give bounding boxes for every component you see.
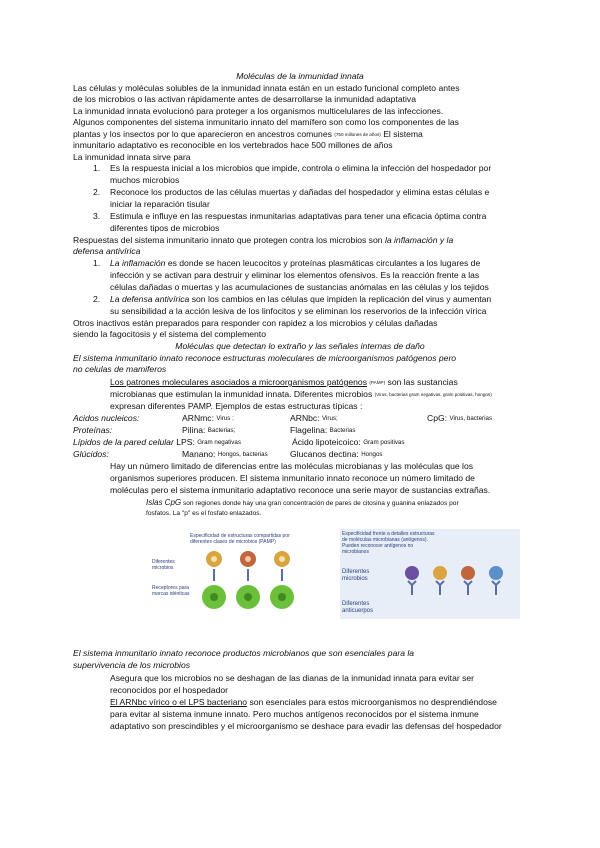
limited-line: moléculas pero el sistema inmunitario adaptativo reconoce una serie mayor de sustancias extrañas. <box>110 485 491 495</box>
intro-line <box>73 129 423 140</box>
left-label: microbios <box>152 565 174 571</box>
pamp-line: expresan diferentes PAMP. Ejemplos de estas estructuras típicas : <box>110 401 363 411</box>
example-item: ARNbc: Virus; <box>290 413 338 423</box>
intro-line: Las células y moléculas solubles de la inmunidad innata están en un estado funcional completo antes <box>73 83 460 93</box>
example-item: Manano: Hongos, bacterias <box>182 449 268 459</box>
pamp-text: microbianas que estimulan la inmunidad innata. Diferentes microbios <box>110 389 373 399</box>
example-label: Acidos nucleicos: <box>73 413 140 423</box>
pamp-term: Los patrones moleculares asociados a microorganismos patógenos <box>110 377 367 387</box>
ensure-line: reconocidos por el hospedador <box>110 685 229 695</box>
pamp-line <box>110 389 492 400</box>
example-item: Flagelina: Bacterias <box>290 425 356 435</box>
responses-line <box>73 235 453 246</box>
intro-line: de los microbios o las activan rápidamente antes de desarrollarse la inmunidad adaptativa <box>73 94 416 104</box>
list-text: son los cambios en las células que impiden la replicación del virus y aumentan <box>191 294 492 304</box>
limited-line: organismos superiores producen. El sistema inmunitario innato reconoce un número limitado de <box>110 473 475 483</box>
microbe-icon <box>240 551 256 567</box>
cell-icon <box>270 585 294 609</box>
intro-text: El sistema <box>383 129 423 139</box>
list-item-line: iniciar la reparación tisular <box>110 199 210 209</box>
intro-line: Algunos componentes del sistema inmunitario innato del mamífero son como los componentes de las <box>73 117 459 127</box>
list-number: 3. <box>93 211 101 221</box>
list-number: 1. <box>93 163 101 173</box>
right-label: Diferentes <box>342 569 370 575</box>
right-title: de moléculas microbianas (antígenos). <box>342 537 428 543</box>
list-item-line: Estimula e influye en las respuestas inmunitarias adaptativas para tener una eficacia óptima contra <box>110 211 487 221</box>
microbe-icon <box>489 566 503 580</box>
arn-line: adaptativo son prescindibles y el microorganismo se deshace para evadir las defensas del hospedador <box>110 721 502 731</box>
list-item-line: infección y se activan para destruir y eliminar los elementos ofensivos. Es la reacción frente a las <box>110 270 480 280</box>
cpg-text: son regiones donde hay una gran concentración de pares de citosina y guanina enlazados por <box>182 500 459 507</box>
responses-text: Respuestas del sistema inmunitario innato que protegen contra los microbios son <box>73 235 383 245</box>
page-title: Moléculas de la inmunidad innata <box>236 71 364 81</box>
intro-note: (750 millones de años) <box>334 132 381 137</box>
cpg-line: fosfatos. La "p" es el fosfato enlazados. <box>146 510 262 517</box>
left-title: diferentes clases de microbios (PAMP) <box>190 539 276 545</box>
microbe-icon <box>461 566 475 580</box>
pamp-note: (Virus, bacterias gram negativas, gram positivas, hongos) <box>374 392 492 397</box>
list-term: La defensa antivírica <box>110 294 190 304</box>
section-subtitle: supervivencia de los microbios <box>73 660 191 670</box>
arn-term: El ARNbc vírico o el LPS bacteriano <box>110 697 248 707</box>
list-item-line: muchos microbios <box>110 175 180 185</box>
others-line: Otros inactivos están preparados para responder con rapidez a los microbios y células dañadas <box>73 318 438 328</box>
list-number: 2. <box>93 187 101 197</box>
intro-line: inmunitario adaptativo es reconocible en los vertebrados hace 500 millones de años <box>73 140 393 150</box>
example-item: Glucanos dectina: Hongos <box>290 449 383 459</box>
section-heading: La inmunidad innata sirve para <box>73 152 191 162</box>
example-label: Lípidos de la pared celular <box>73 437 174 447</box>
pamp-abbr: (PAMP) <box>369 380 386 385</box>
others-line: siendo la fagocitosis y el sistema del complemento <box>73 329 266 339</box>
left-title: Especificidad de estructuras compartidas por <box>190 533 290 539</box>
list-item-line: Reconoce los productos de las células muertas y dañadas del hospedador y elimina estas células e <box>110 187 490 197</box>
arn-text: son esenciales para estos microorganismos no desprendiéndose <box>249 697 497 707</box>
right-title: microbianos <box>342 549 369 555</box>
ensure-line: Asegura que los microbios no se deshagan de las dianas de la inmunidad innata para evitar ser <box>110 673 475 683</box>
section-subtitle: El sistema inmunitario innato reconoce productos microbianos que son esenciales para la <box>73 648 415 658</box>
microbe-icon <box>405 566 419 580</box>
microbe-icon <box>274 551 290 567</box>
section-title: Moléculas que detectan lo extraño y las señales internas de daño <box>175 341 425 351</box>
right-label: Diferentes <box>342 601 370 607</box>
responses-term: defensa antivírica <box>73 246 141 256</box>
left-label: Receptores para <box>152 585 189 591</box>
example-label: Proteínas: <box>73 425 113 435</box>
microbe-icon <box>206 551 222 567</box>
arn-line <box>110 697 497 708</box>
limited-line: Hay un número limitado de diferencias entre las moléculas microbianas y las moléculas que los <box>110 461 474 471</box>
list-item-line: Es la respuesta inicial a los microbios que impide, controla o elimina la infección del hospedador por <box>110 163 492 173</box>
intro-text: plantas y los insectos por lo que aparecieron en ancestros comunes <box>73 129 332 139</box>
intro-line: La inmunidad innata evolucionó para proteger a los organismos multicelulares de las infecciones. <box>73 106 444 116</box>
list-number: 2. <box>93 294 101 304</box>
responses-term: la inflamación y la <box>384 235 454 245</box>
list-text: es donde se hacen leucocitos y proteínas plasmáticas circulantes a los lugares de <box>167 258 481 268</box>
list-item-line <box>110 294 491 305</box>
left-label: marcas idénticas <box>152 591 190 597</box>
example-item: Ácido lipoteicoico: Gram positivas <box>292 437 405 447</box>
microbe-icon <box>433 566 447 580</box>
cell-icon <box>202 585 226 609</box>
section-subtitle: no celulas de mamiferos <box>73 364 167 374</box>
example-item: CpG: Virus, bacterias <box>427 413 492 423</box>
list-item-line: diferentes tipos de microbios <box>110 223 220 233</box>
cpg-term: Islas CpG <box>146 498 182 507</box>
right-title: Especificidad frente a detalles estructuras <box>342 531 435 537</box>
section-subtitle: El sistema inmunitario innato reconoce estructuras moleculares de microorganismos patógenos pero <box>73 353 457 363</box>
list-item-line <box>110 258 480 269</box>
list-item-line: células dañadas o muertas y las acumulaciones de sustancias anómalas en las células y los tejidos <box>110 282 489 292</box>
example-row: Lípidos de la pared celular LPS: Gram negativas <box>73 437 241 447</box>
arn-line: para evitar al sistema inmune innato. Pero muchos antígenos reconocidos por el sistema inmune <box>110 709 479 719</box>
list-item-line: su sensibilidad a la acción lesiva de los linfocitos y se eliminan los reservorios de la infección vírica <box>110 306 487 316</box>
example-item: Pilina: Bacterias; <box>182 425 236 435</box>
right-title: Pueden reconocer antígenos no <box>342 543 414 549</box>
cell-icon <box>236 585 260 609</box>
list-number: 1. <box>93 258 101 268</box>
list-term: La inflamación <box>110 258 166 268</box>
right-label: microbios <box>342 576 368 582</box>
right-label: anticuerpos <box>342 608 374 614</box>
example-label: Glúcidos: <box>73 449 109 459</box>
pamp-text: son las sustancias <box>387 377 458 387</box>
pamp-line <box>110 377 458 388</box>
example-item: ARNmc: Virus ; <box>182 413 234 423</box>
pamp-vs-antigen-figure <box>150 529 520 619</box>
left-label: Diferentes <box>152 559 175 565</box>
